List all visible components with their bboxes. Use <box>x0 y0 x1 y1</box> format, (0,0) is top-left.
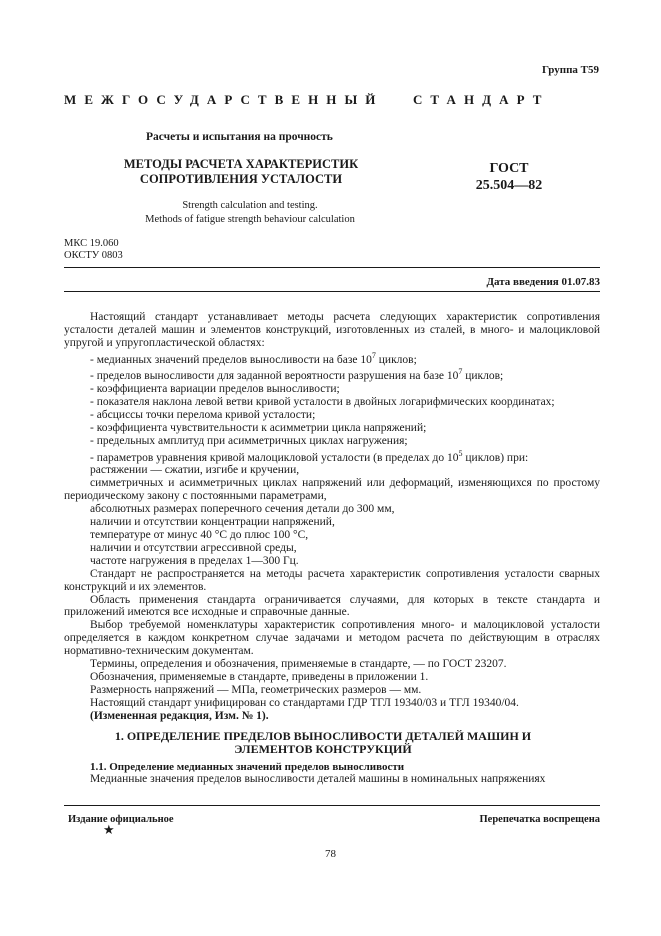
intro-paragraph: Настоящий стандарт устанавливает методы расчета следующих характеристик сопротивления усталости деталей машин и элементов конструкций, изготовленных из сталей, в много- и малоцикловой упругой и упругопластической областях: <box>64 311 600 349</box>
paragraph-choice: Выбор требуемой номенклатуры характеристик сопротивления много- и малоцикловой усталости определяется в каждом конкретном случае задачами и методом расчета по действующим в отраслях нормативно-техническим документам. <box>64 619 600 658</box>
condition-item: симметричных и асимметричных циклах напряжений или деформаций, изменяющихся по простому периодическому закону с постоянными параметрами, <box>64 477 600 503</box>
english-title <box>120 199 380 227</box>
exponent: 7 <box>371 350 376 360</box>
condition-item: абсолютных размерах поперечного сечения детали до 300 мм, <box>90 503 395 516</box>
subsection-heading: 1.1. Определение медианных значений пределов выносливости <box>90 760 405 773</box>
list-item <box>64 366 600 383</box>
standard-banner: МЕЖГОСУДАРСТВЕННЫЙ СТАНДАРТ <box>64 92 550 107</box>
paragraph-notation: Обозначения, применяемые в стандарте, приведены в приложении 1. <box>90 670 429 683</box>
reprint-notice: Перепечатка воспрещена <box>479 814 600 825</box>
official-edition: Издание официальное <box>68 814 174 825</box>
paragraph-scope: Область применения стандарта ограничивается случаями, для которых в тексте стандарта и приложений имеются все исходные и справочные данные. <box>64 593 600 619</box>
exponent: 5 <box>458 448 463 458</box>
paragraph-units: Размерность напряжений — МПа, геометрических размеров — мм. <box>90 683 422 696</box>
english-title-line: Strength calculation and testing. <box>182 200 318 211</box>
condition-item: температуре от минус 40 °С до плюс 100 °С, <box>90 528 309 541</box>
list-item <box>64 448 600 465</box>
condition-item: растяжении — сжатии, изгибе и кручении, <box>90 464 300 477</box>
exponent: 7 <box>458 367 463 377</box>
okstu-code: ОКСТУ 0803 <box>64 249 123 261</box>
condition-item: наличии и отсутствии агрессивной среды, <box>90 541 297 554</box>
group-code: Группа Т59 <box>541 64 599 76</box>
paragraph-unified: Настоящий стандарт унифицирован со стандартами ГДР ТГЛ 19340/03 и ТГЛ 19340/04. <box>90 696 519 709</box>
footer-divider <box>64 805 600 806</box>
list-item: - предельных амплитуд при асимметричных циклах нагружения; <box>90 434 408 447</box>
list-item: - коэффициента вариации пределов выносливости; <box>90 383 340 396</box>
english-title-line: Methods of fatigue strength behaviour calculation <box>145 214 355 225</box>
list-item: - абсциссы точки перелома кривой усталости; <box>90 409 316 421</box>
list-text: циклов; <box>462 370 504 383</box>
condition-item: наличии и отсутствии концентрации напряжений, <box>90 516 335 529</box>
effective-date: Дата введения 01.07.83 <box>486 276 600 288</box>
paragraph-welded: Стандарт не распространяется на методы расчета характеристик сопротивления усталости сварных конструкций и их элементов. <box>64 567 600 593</box>
gost-number <box>474 160 544 194</box>
section-heading: 1. ОПРЕДЕЛЕНИЕ ПРЕДЕЛОВ ВЫНОСЛИВОСТИ ДЕТАЛЕЙ МАШИН И ЭЛЕМЕНТОВ КОНСТРУКЦИЙ <box>114 728 532 756</box>
gost-code: 25.504—82 <box>475 178 543 193</box>
list-text: циклов) при: <box>462 451 529 464</box>
document-body <box>64 311 600 786</box>
header-divider <box>64 267 600 268</box>
star-icon: ★ <box>103 822 115 837</box>
list-text: циклов; <box>375 353 417 366</box>
date-divider <box>64 291 600 292</box>
mks-code: МКС 19.060 <box>64 238 119 249</box>
paragraph-terms: Термины, определения и обозначения, применяемые в стандарте, — по ГОСТ 23207. <box>90 658 507 671</box>
subject-heading: Расчеты и испытания на прочность <box>146 131 333 143</box>
gost-label: ГОСТ <box>489 161 529 176</box>
paragraph-median: Медианные значения пределов выносливости деталей машины в номинальных напряжениях <box>90 773 546 786</box>
list-item: - показателя наклона левой ветви кривой усталости в двойных логарифмических координатах; <box>90 396 555 409</box>
list-text: - пределов выносливости для заданной вероятности разрушения на базе 10 <box>90 370 459 383</box>
classification-codes <box>64 238 123 261</box>
page-number: 78 <box>325 848 336 860</box>
condition-item: частоте нагружения в пределах 1—300 Гц. <box>90 554 299 567</box>
document-title: МЕТОДЫ РАСЧЕТА ХАРАКТЕРИСТИК СОПРОТИВЛЕНИЯ УСТАЛОСТИ <box>123 157 359 186</box>
list-item: - коэффициента чувствительности к асимметрии цикла напряжений; <box>90 421 427 434</box>
amendment-note: (Измененная редакция, Изм. № 1). <box>90 709 269 722</box>
list-text: - параметров уравнения кривой малоцикловой усталости (в пределах до 10 <box>90 451 459 464</box>
list-item <box>64 350 600 367</box>
list-text: - медианных значений пределов выносливости на базе 10 <box>90 353 372 366</box>
